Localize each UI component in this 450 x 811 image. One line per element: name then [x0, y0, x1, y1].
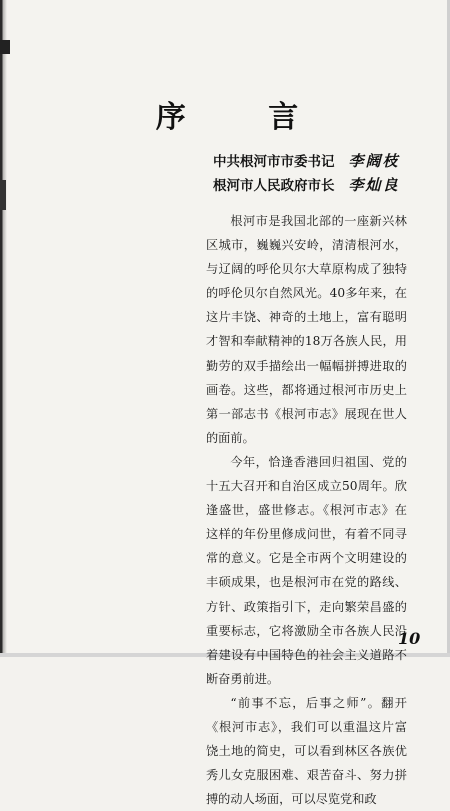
signature-line: [213, 150, 400, 171]
preface-body: [206, 209, 407, 811]
signature-name: 李阔枝: [348, 152, 400, 170]
signature-position: 中共根河市市委书记: [213, 154, 335, 170]
page-title: 序 言: [155, 100, 335, 135]
signature-line: [213, 174, 400, 195]
paragraph: 根河市是我国北部的一座新兴林区城市，巍巍兴安岭，清清根河水，与辽阔的呼伦贝尔大草原构成了独特的呼伦贝尔自然风光。40多年来，在这片丰饶、神奇的土地上，富有聪明才智和奉献精神的18万各族人民，用勤劳的双手描绘出一幅幅拼搏进取的画卷。这些，都将通过根河市历史上第一部志书《根河市志》展现在世人的面前。: [206, 214, 407, 445]
paragraph: “前事不忘，后事之师”。翻开《根河市志》，我们可以重温这片富饶土地的简史，可以看到林区各族优秀儿女克服困难、艰苦奋斗、努力拼搏的动人场面，可以尽览党和政: [206, 695, 407, 807]
paragraph: 今年，恰逢香港回归祖国、党的十五大召开和自治区成立50周年。欣逢盛世，盛世修志。《根河市志》在这样的年份里修成问世，有着不同寻常的意义。它是全市两个文明建设的丰硕成果，也是根河市在党的路线、方针、政策指引下，走向繁荣昌盛的重要标志，它将激励全市各族人民沿着建设有中国特色的社会主义道路不断奋勇前进。: [206, 454, 407, 686]
signature-name: 李灿良: [348, 176, 400, 194]
scan-artifact: [0, 180, 6, 210]
page-number: 10: [398, 629, 421, 648]
signature-position: 根河市人民政府市长: [213, 178, 335, 194]
scan-artifact: [0, 40, 10, 54]
